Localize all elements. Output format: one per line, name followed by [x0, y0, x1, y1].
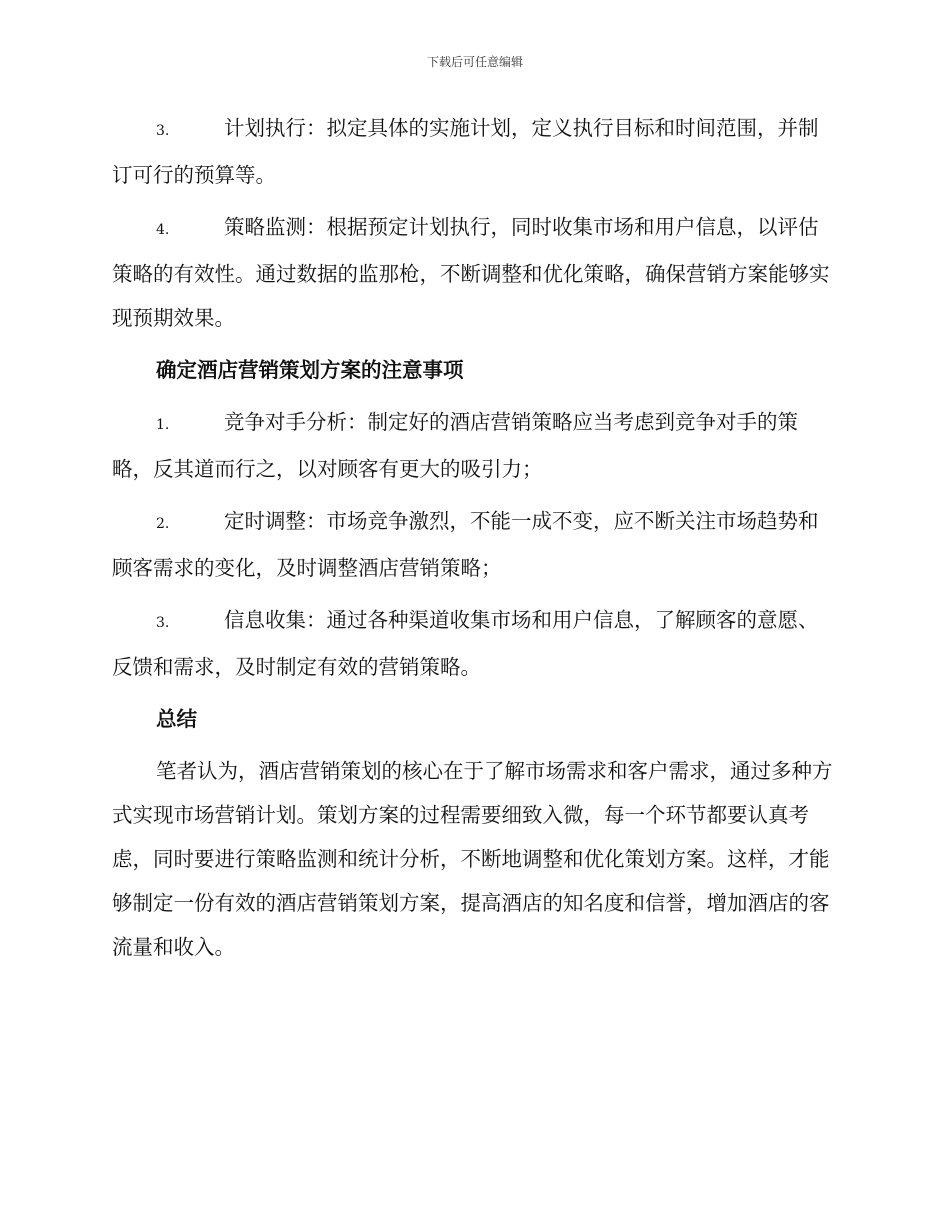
list-item [112, 499, 834, 590]
document-body [112, 106, 834, 969]
list-number: 1. [156, 417, 170, 433]
summary-paragraph: 笔者认为，酒店营销策划的核心在于了解市场需求和客户需求，通过多种方式实现市场营销计划。策划方案的过程需要细致入微，每一个环节都要认真考虑，同时要进行策略监测和统计分析，不断地调整和优化策划方案。这样，才能够制定一份有效的酒店营销策划方案，提高酒店的知名度和信誉，增加酒店的客流量和收入。 [112, 759, 833, 959]
list-item-text: 定时调整：市场竞争激烈，不能一成不变，应不断关注市场趋势和顾客需求的变化，及时调整酒店营销策略； [112, 509, 819, 580]
section-heading-summary: 总结 [156, 707, 197, 731]
list-item [112, 598, 834, 689]
list-item [112, 106, 834, 197]
list-item [112, 400, 834, 491]
list-item-text: 计划执行：拟定具体的实施计划，定义执行目标和时间范围，并制订可行的预算等。 [112, 116, 819, 187]
page-header: 下载后可任意编辑 [426, 55, 523, 69]
list-item-text: 竞争对手分析：制定好的酒店营销策略应当考虑到竞争对手的策略，反其道而行之，以对顾客有更大的吸引力； [112, 410, 798, 481]
list-item-text: 信息收集：通过各种渠道收集市场和用户信息，了解顾客的意愿、反馈和需求，及时制定有效的营销策略。 [112, 608, 819, 679]
list-item-text: 策略监测：根据预定计划执行，同时收集市场和用户信息，以评估策略的有效性。通过数据的监那枪，不断调整和优化策略，确保营销方案能够实现预期效果。 [112, 215, 830, 330]
list-item [112, 205, 834, 340]
list-number: 2. [156, 516, 170, 532]
section-heading-precautions: 确定酒店营销策划方案的注意事项 [156, 358, 464, 382]
list-number: 3. [156, 123, 170, 139]
list-number: 4. [156, 222, 170, 238]
list-number: 3. [156, 615, 170, 631]
